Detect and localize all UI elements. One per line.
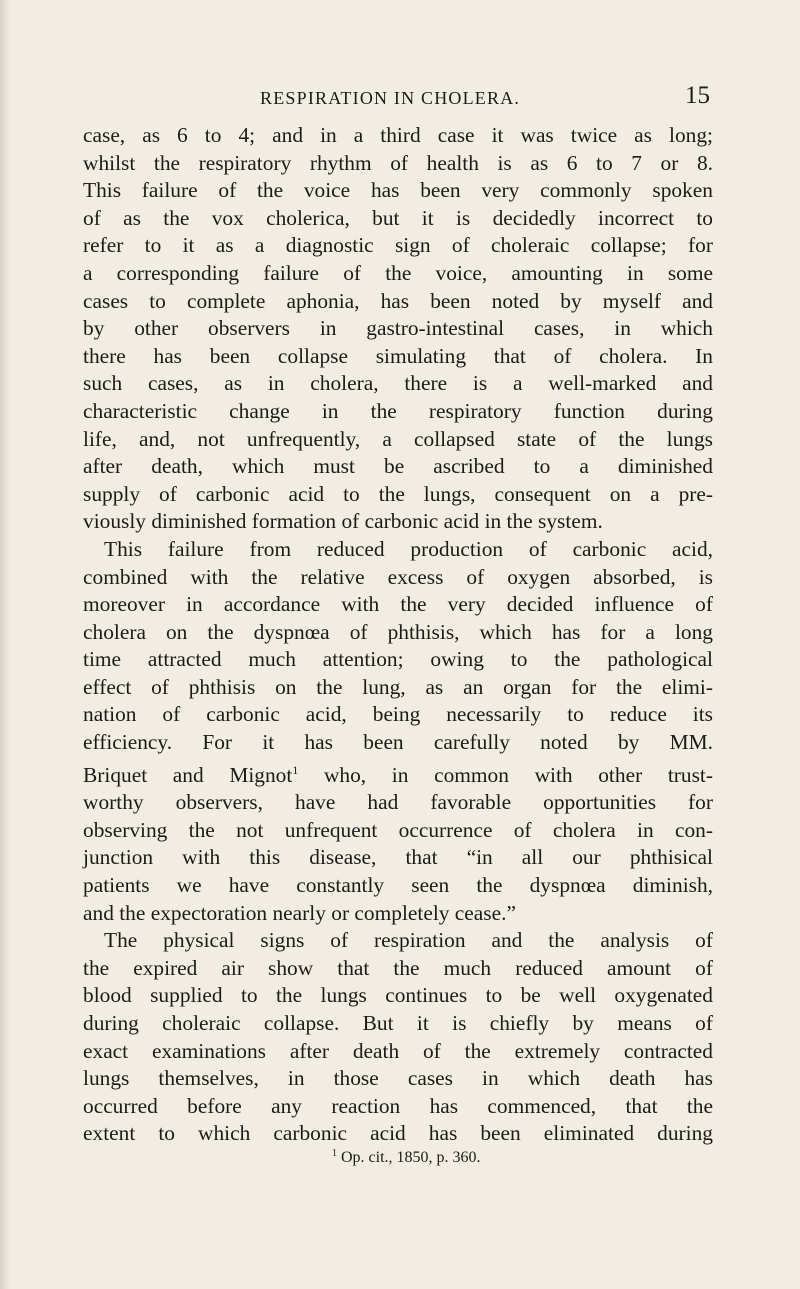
text-line: characteristic change in the respiratory function during (83, 398, 713, 423)
footnote (332, 1148, 481, 1167)
page-header (235, 82, 710, 116)
body-text (83, 122, 713, 1148)
text-line: combined with the relative excess of oxygen absorbed, is (83, 564, 713, 589)
text-line: moreover in accordance with the very decided influence of (83, 592, 713, 617)
text-line-start: Briquet and Mignot (83, 762, 293, 787)
text-line: efficiency. For it has been carefully noted by MM. (83, 730, 713, 755)
text-line: patients we have constantly seen the dyspnœa diminish, (83, 873, 713, 898)
text-line: supply of carbonic acid to the lungs, consequent on a pre- (83, 481, 713, 506)
text-line: during choleraic collapse. But it is chiefly by means of (83, 1011, 713, 1035)
text-line: there has been collapse simulating that of cholera. In (83, 343, 713, 368)
text-line: of as the vox cholerica, but it is decidedly incorrect to (83, 205, 713, 230)
text-line-end: who, in common with other trust- (323, 762, 713, 787)
text-line: whilst the respiratory rhythm of health is as 6 to 7 or 8. (83, 150, 713, 175)
text-line: time attracted much attention; owing to the pathological (83, 647, 713, 672)
text-line: occurred before any reaction has commenced, that the (83, 1093, 713, 1118)
text-line-with-footnote-ref (83, 757, 713, 790)
text-line: after death, which must be ascribed to a diminished (83, 454, 713, 479)
text-line: refer to it as a diagnostic sign of choleraic collapse; for (83, 233, 713, 258)
text-line: junction with this disease, that “in all our phthisical (83, 845, 713, 870)
text-line: by other observers in gastro-intestinal cases, in which (83, 316, 713, 341)
footnote-text: Op. cit., 1850, p. 360. (341, 1149, 481, 1166)
running-head: RESPIRATION IN CHOLERA. (260, 88, 521, 108)
text-line: viously diminished formation of carbonic acid in the system. (83, 509, 603, 534)
text-line: the expired air show that the much reduced amount of (83, 955, 713, 980)
text-line: effect of phthisis on the lung, as an organ for the elimi- (83, 674, 713, 699)
text-line: This failure from reduced production of carbonic acid, (104, 536, 713, 561)
text-line: lungs themselves, in those cases in which death has (83, 1066, 713, 1091)
text-line: exact examinations after death of the extremely contracted (83, 1038, 713, 1063)
text-line: observing the not unfrequent occurrence of cholera in con- (83, 817, 713, 842)
text-line: cholera on the dyspnœa of phthisis, which has for a long (83, 619, 713, 644)
text-line: This failure of the voice has been very commonly spoken (83, 178, 713, 203)
page-number: 15 (685, 82, 710, 109)
footnote-reference: 1 (292, 762, 299, 777)
text-line: and the expectoration nearly or completely cease.” (83, 900, 516, 925)
text-line: The physical signs of respiration and the analysis of (104, 928, 713, 953)
text-line: case, as 6 to 4; and in a third case it was twice as long; (83, 123, 713, 147)
page-edge-shadow (0, 0, 10, 1289)
text-line: cases to complete aphonia, has been noted by myself and (83, 288, 713, 313)
text-line: extent to which carbonic acid has been eliminated during (83, 1121, 713, 1146)
text-line: nation of carbonic acid, being necessarily to reduce its (83, 702, 713, 727)
text-line: blood supplied to the lungs continues to be well oxygenated (83, 983, 713, 1008)
text-line: such cases, as in cholera, there is a well-marked and (83, 371, 713, 396)
text-line: worthy observers, have had favorable opportunities for (83, 790, 713, 815)
text-line: a corresponding failure of the voice, amounting in some (83, 260, 713, 285)
footnote-marker: 1 (332, 1148, 337, 1159)
text-line: life, and, not unfrequently, a collapsed state of the lungs (83, 426, 713, 451)
